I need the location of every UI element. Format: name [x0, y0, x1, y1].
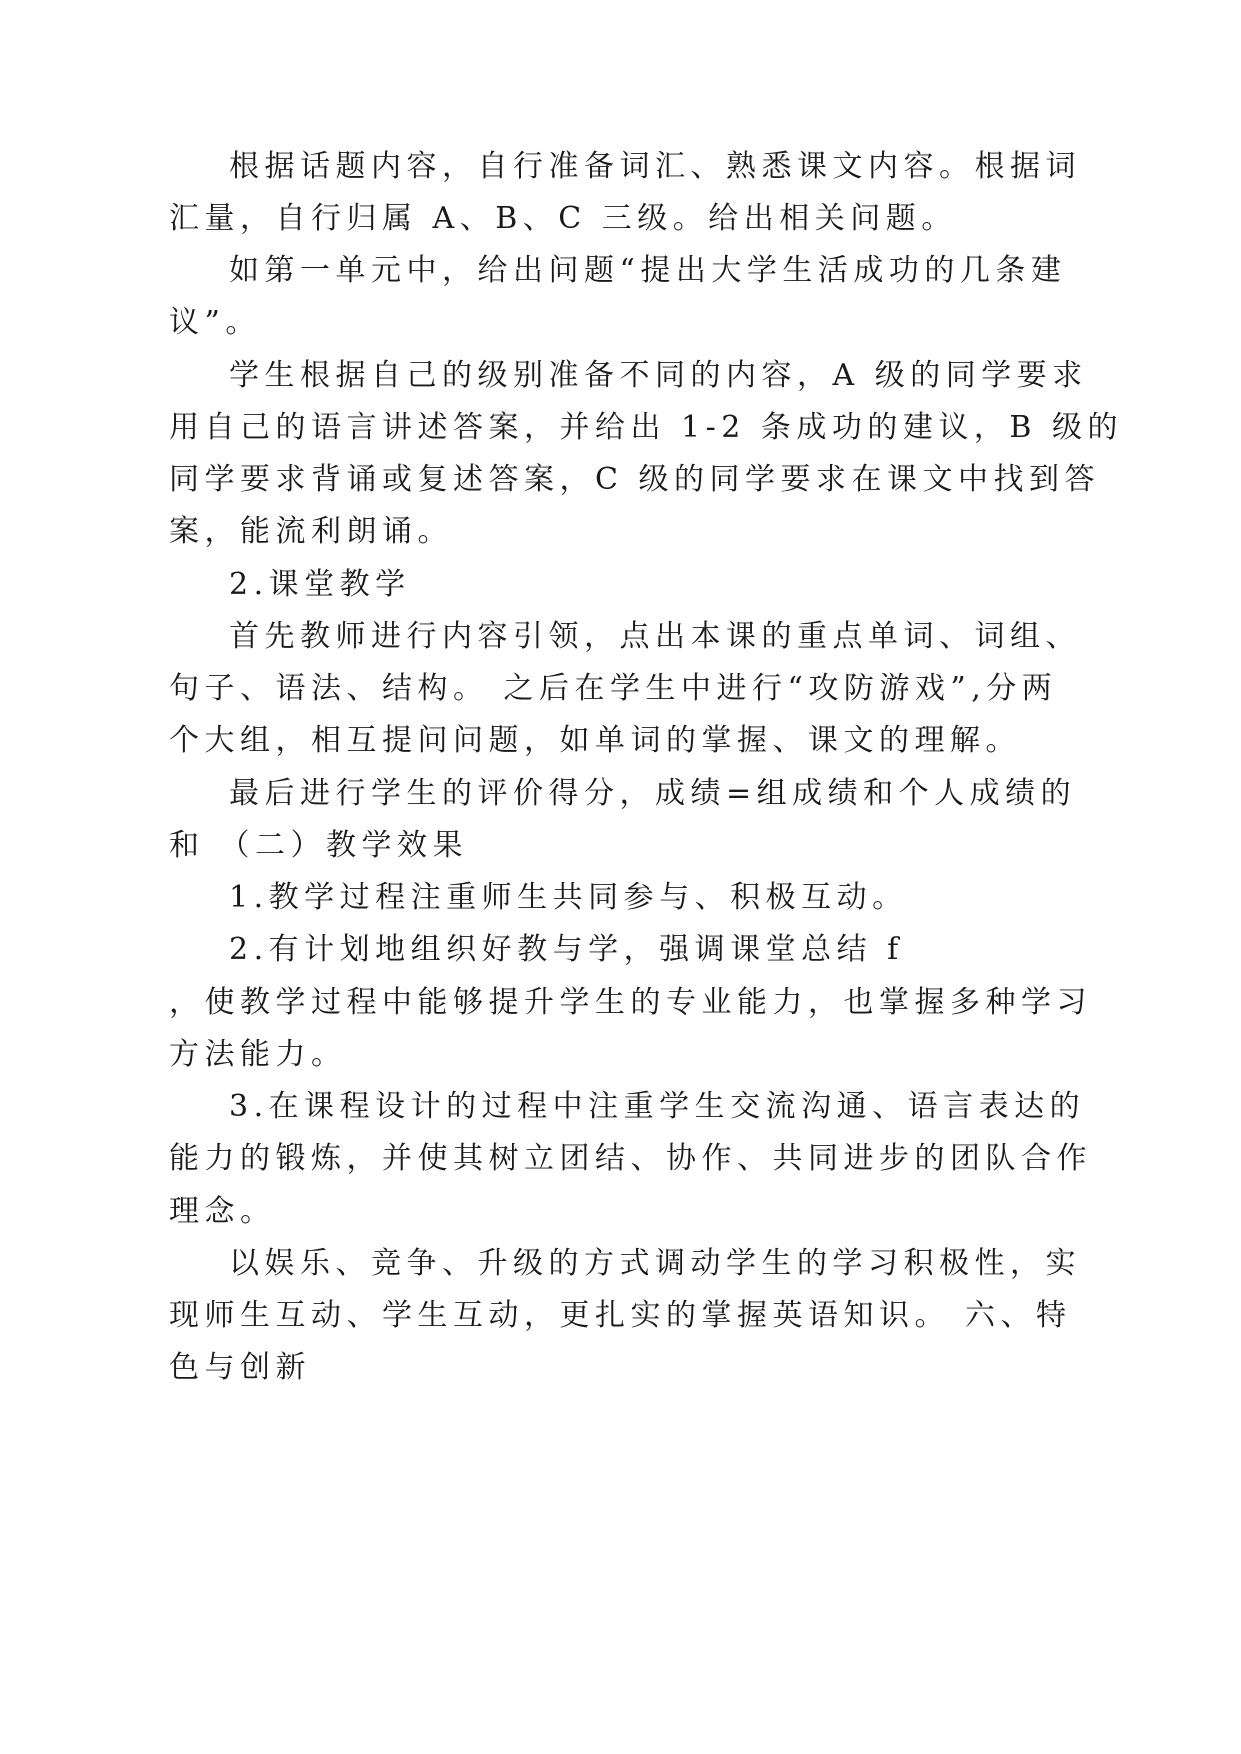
text-line: 个大组，相互提问问题，如单词的掌握、课文的理解。: [169, 723, 1021, 758]
text-line: 汇量，自行归属 A、B、C 三级。给出相关问题。: [169, 201, 957, 236]
text-line: 最后进行学生的评价得分，成绩=组成绩和个人成绩的: [229, 776, 1077, 811]
section-heading: 2.课堂教学: [229, 567, 411, 602]
list-item: 2.有计划地组织好教与学，强调课堂总结 f: [229, 932, 904, 967]
text-line: 能力的锻炼，并使其树立团结、协作、共同进步的团队合作: [169, 1141, 1092, 1176]
text-line: 以娱乐、竞争、升级的方式调动学生的学习积极性，实: [229, 1246, 1081, 1281]
text-line: ，使教学过程中能够提升学生的专业能力，也掌握多种学习: [169, 985, 1092, 1020]
text-line: 理念。: [169, 1194, 276, 1229]
text-line: 议”。: [169, 305, 261, 340]
text-line: 现师生互动、学生互动，更扎实的掌握英语知识。 六、特: [169, 1298, 1072, 1333]
text-line: 如第一单元中，给出问题“提出大学生活成功的几条建: [229, 253, 1067, 288]
text-line: 色与创新: [169, 1350, 311, 1385]
text-line: 根据话题内容，自行准备词汇、熟悉课文内容。根据词: [229, 149, 1081, 184]
text-line: 方法能力。: [169, 1037, 347, 1072]
text-line: 句子、语法、结构。 之后在学生中进行“攻防游戏”,分两: [169, 671, 1058, 706]
text-line: 案，能流利朗诵。: [169, 514, 453, 549]
list-item: 1.教学过程注重师生共同参与、积极互动。: [229, 880, 908, 915]
text-line: 学生根据自己的级别准备不同的内容，A 级的同学要求: [229, 358, 1088, 393]
text-line: 用自己的语言讲述答案，并给出 1-2 条成功的建议，B 级的: [169, 410, 1123, 445]
text-line: 同学要求背诵或复述答案，C 级的同学要求在课文中找到答: [169, 462, 1100, 497]
text-line: 首先教师进行内容引领，点出本课的重点单词、词组、: [229, 619, 1081, 654]
text-line: 和 （二）教学效果: [169, 828, 469, 863]
list-item: 3.在课程设计的过程中注重学生交流沟通、语言表达的: [229, 1089, 1086, 1124]
